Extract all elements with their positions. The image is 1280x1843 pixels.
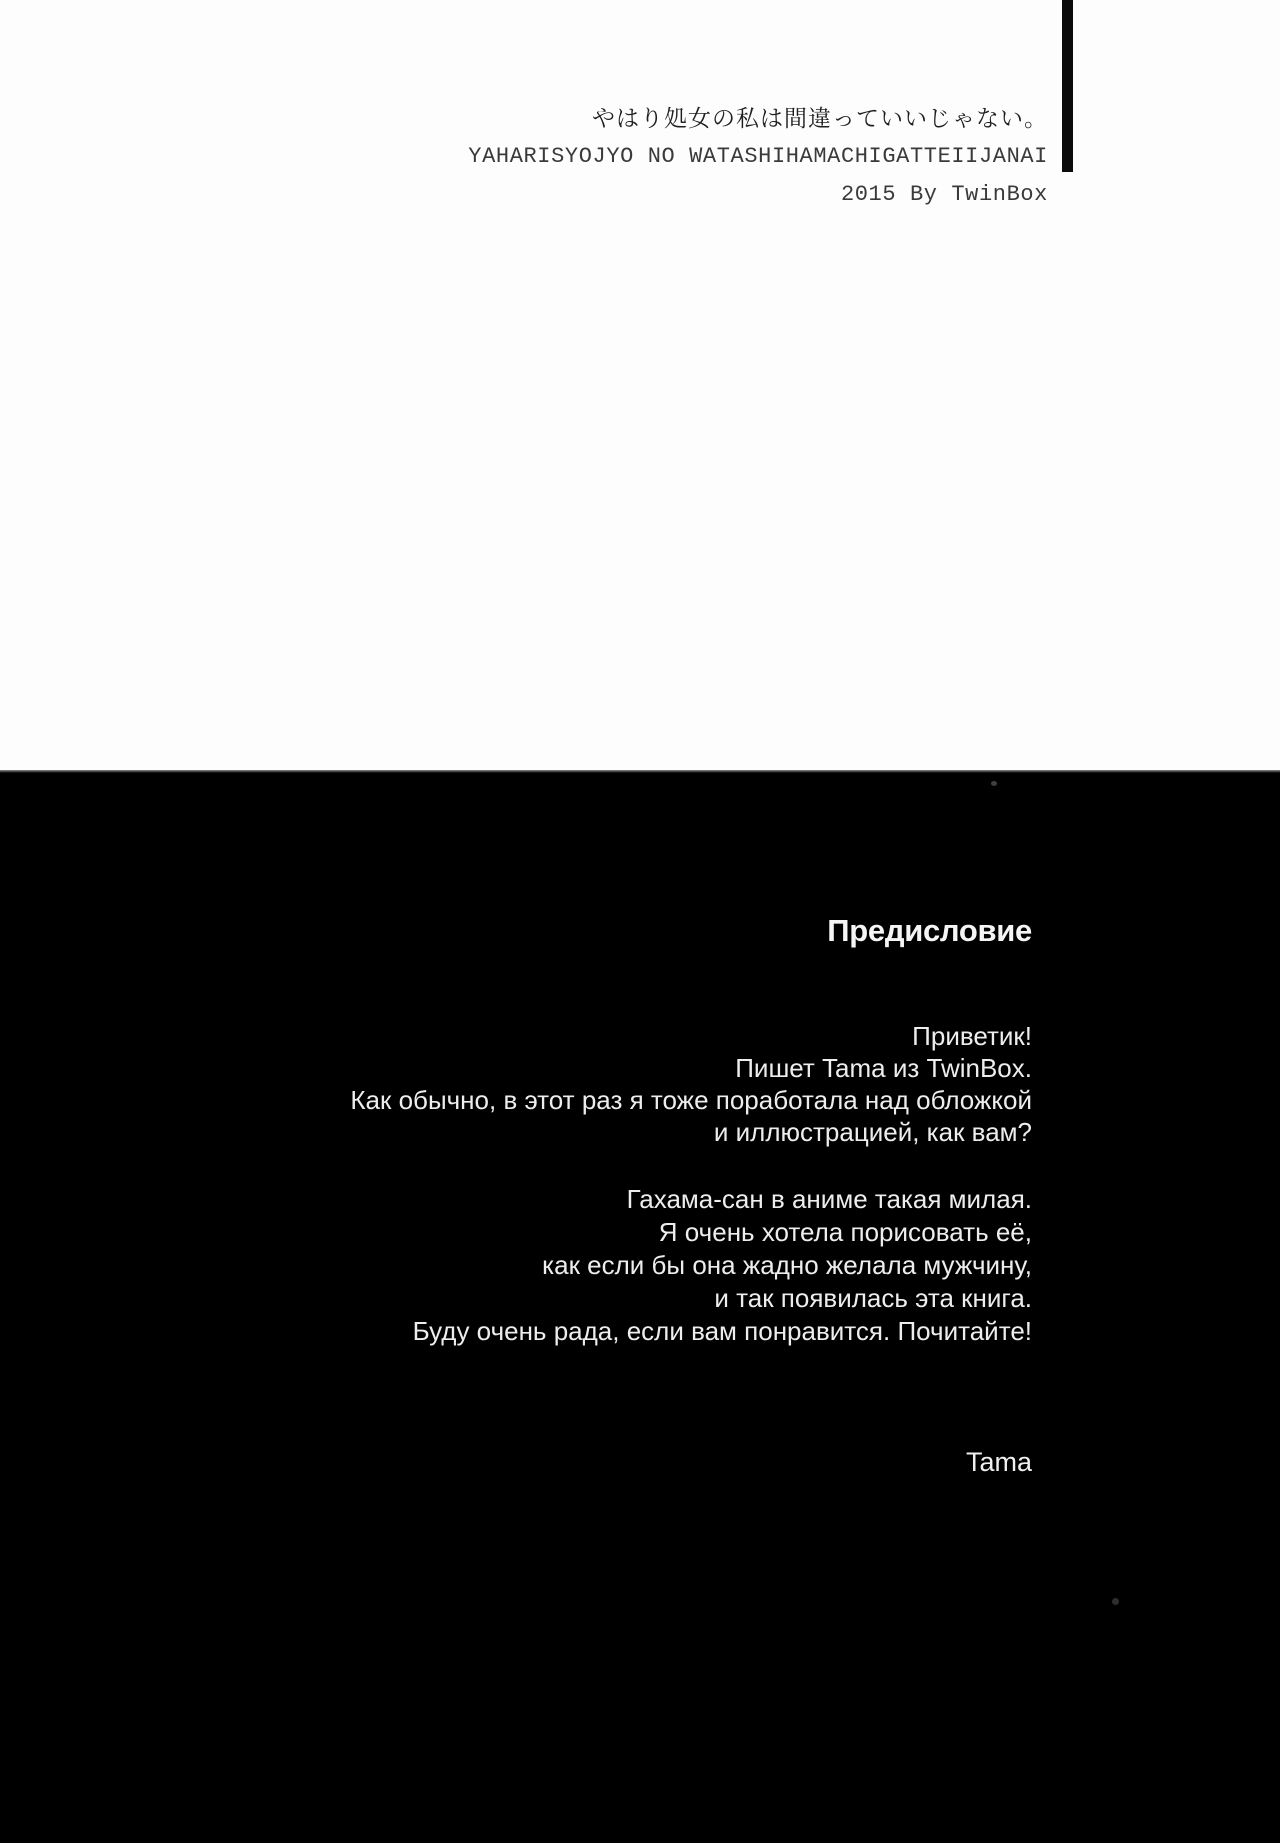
book-credit-year-author: 2015 By TwinBox [840,182,1048,207]
preface-line: Я очень хотела порисовать её, [658,1217,1032,1247]
preface-panel [0,770,1280,1843]
preface-paragraph-2 [413,1183,1032,1348]
preface-line: Приветик! [912,1021,1032,1051]
preface-paragraph-1 [350,1020,1032,1148]
scan-speck [991,781,997,786]
preface-line: Пишет Tama из TwinBox. [735,1053,1032,1083]
book-title-block [468,100,1048,214]
preface-line: как если бы она жадно желала мужчину, [542,1250,1032,1280]
preface-line: Гахама-сан в аниме такая милая. [626,1184,1032,1214]
preface-heading: Предисловие [827,913,1032,948]
preface-line: и так появилась эта книга. [714,1283,1032,1313]
panel-top-edge [0,770,1280,773]
spine-bar [1062,0,1073,172]
book-title-japanese: やはり処女の私は間違っていいじゃない。 [592,106,1048,132]
author-signature: Tama [965,1447,1032,1477]
preface-line: Буду очень рада, если вам понравится. Почитайте! [412,1316,1032,1346]
scan-speck [1112,1598,1119,1605]
preface-line: Как обычно, в этот раз я тоже поработала над обложкой [350,1085,1032,1115]
book-title-romaji: YAHARISYOJYO NO WATASHIHAMACHIGATTEIIJANAI [468,144,1048,169]
preface-line: и иллюстрацией, как вам? [713,1117,1032,1147]
